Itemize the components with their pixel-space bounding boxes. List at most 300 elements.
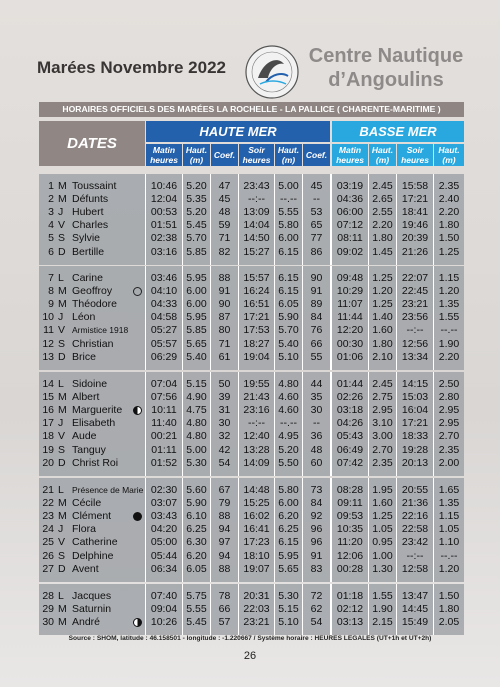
cell-bm1: 1.25: [372, 510, 393, 523]
cell-bm1: 1.25: [372, 272, 393, 284]
cell-c2: 45: [310, 180, 323, 192]
cell-c2: 53: [310, 206, 323, 219]
cell-c1: 71: [218, 232, 231, 245]
cell-b2: 23:42: [401, 536, 429, 549]
weekday-letter: V: [58, 536, 66, 549]
hm-matin-header: Matin heures: [146, 144, 182, 166]
cell-c1: 87: [218, 311, 231, 324]
cell-m2: --.--: [280, 417, 297, 430]
bm-matin-header: Matin heures: [332, 144, 368, 166]
saint-name: Marguerite: [72, 404, 123, 417]
cell-b1: 07:12: [336, 219, 364, 232]
cell-h1: 03:43: [150, 510, 178, 523]
cell-bm2: 2.05: [438, 616, 460, 629]
table-row: [39, 616, 464, 629]
bm-haut1-header: Haut. (m): [369, 144, 396, 166]
cell-m1: 6.30: [186, 536, 207, 549]
cell-c2: 35: [310, 391, 323, 404]
cell-h1: 09:04: [150, 603, 178, 616]
cell-h2: 20:31: [243, 590, 270, 602]
saint-name: Léon: [72, 311, 96, 324]
cell-b1: 09:48: [336, 272, 364, 284]
cell-c2: 86: [310, 245, 323, 258]
cell-m1: 5.95: [186, 311, 207, 324]
table-row: [39, 523, 464, 536]
cell-h1: 07:40: [150, 590, 178, 602]
saint-name: Flora: [72, 523, 96, 536]
weekday-letter: D: [58, 456, 66, 469]
cell-b2: 17:21: [401, 417, 429, 430]
cell-h1: 01:52: [150, 456, 178, 469]
cell-h1: 00:53: [150, 206, 178, 219]
cell-bm2: 1.35: [438, 298, 460, 311]
cell-bm2: 1.15: [438, 510, 460, 523]
cell-m2: 6.15: [278, 285, 299, 298]
cell-b2: 19:46: [401, 219, 429, 232]
cell-bm1: 1.60: [372, 324, 393, 337]
cell-c2: 83: [310, 562, 323, 575]
table-banner: HORAIRES OFFICIELS DES MARÉES LA ROCHELLE - LA PALLICE ( CHARENTE-MARITIME ): [39, 102, 464, 117]
cell-b1: 09:11: [337, 497, 363, 510]
table-row: [39, 180, 464, 193]
cell-h1: 05:00: [150, 536, 178, 549]
day-number: 10: [42, 311, 54, 324]
cell-b1: 01:06: [336, 350, 364, 363]
cell-b1: 04:26: [336, 417, 364, 430]
cell-h1: 06:29: [150, 350, 178, 363]
saint-name: Carine: [72, 272, 103, 284]
cell-c2: 65: [310, 219, 323, 232]
cell-m2: 5.90: [278, 311, 299, 324]
cell-bm1: 2.10: [372, 350, 393, 363]
cell-m2: 5.20: [278, 443, 299, 456]
cell-b2: 22:58: [401, 523, 429, 536]
cell-bm1: 3.00: [372, 430, 393, 443]
cell-m2: 6.05: [278, 298, 299, 311]
cell-b2: 20:39: [401, 232, 429, 245]
cell-m1: 5.70: [186, 232, 207, 245]
cell-b2: 18:33: [401, 430, 429, 443]
cell-bm2: 2.20: [438, 350, 460, 363]
weekday-letter: M: [58, 603, 67, 616]
cell-h2: 18:27: [243, 337, 270, 350]
cell-c1: 61: [218, 350, 231, 363]
cell-h1: 10:46: [150, 180, 178, 192]
day-number: 22: [42, 497, 54, 510]
cell-h1: 05:27: [150, 324, 178, 337]
cell-b2: 15:58: [401, 180, 429, 192]
cell-b2: 23:56: [401, 311, 429, 324]
cell-c2: --: [313, 193, 320, 206]
cell-m2: 5.95: [278, 549, 299, 562]
saint-name: Jacques: [72, 590, 112, 602]
weekday-letter: S: [58, 232, 66, 245]
cell-h1: 04:20: [150, 523, 178, 536]
saint-name: Christian: [72, 337, 114, 350]
cell-bm2: 2.40: [438, 193, 460, 206]
table-row: [39, 603, 464, 616]
cell-bm2: 2.80: [438, 391, 460, 404]
day-number: 17: [42, 417, 54, 430]
cell-m1: 5.85: [186, 245, 207, 258]
cell-m1: 6.25: [186, 523, 207, 536]
table-row: [39, 444, 464, 457]
weekday-letter: M: [58, 404, 67, 417]
day-number: 28: [42, 590, 54, 602]
cell-h1: 06:34: [150, 562, 178, 575]
weekday-letter: L: [58, 272, 64, 284]
cell-h1: 03:07: [150, 497, 178, 510]
cell-h2: 14:09: [243, 456, 270, 469]
weekday-letter: S: [58, 337, 66, 350]
cell-bm1: 1.80: [372, 232, 393, 245]
cell-h2: 12:40: [243, 430, 270, 443]
cell-c1: 39: [218, 391, 231, 404]
tide-block: [39, 584, 464, 635]
club-logo: [244, 44, 300, 100]
weekday-letter: J: [58, 206, 64, 219]
cell-bm1: 2.70: [372, 443, 393, 456]
cell-b2: 15:03: [401, 391, 429, 404]
table-row: [39, 590, 464, 603]
page-number: 26: [243, 650, 257, 662]
saint-name: André: [72, 616, 101, 629]
cell-c2: 76: [310, 324, 323, 337]
cell-b2: 23:21: [401, 298, 429, 311]
table-row: [39, 484, 464, 497]
cell-h1: 07:04: [150, 378, 178, 390]
day-number: 4: [48, 219, 54, 232]
cell-b2: 22:45: [401, 285, 429, 298]
cell-c1: 78: [218, 590, 231, 602]
cell-bm1: 3.10: [372, 417, 393, 430]
cell-h1: 10:26: [150, 616, 178, 629]
cell-b2: 13:34: [401, 350, 429, 363]
day-number: 6: [48, 245, 54, 258]
day-number: 24: [42, 523, 54, 536]
cell-h2: 21:43: [243, 391, 270, 404]
weekday-letter: M: [58, 497, 67, 510]
cell-b1: 12:06: [336, 549, 364, 562]
cell-m2: 5.70: [278, 324, 299, 337]
table-row: [39, 536, 464, 549]
cell-bm1: 2.55: [372, 206, 393, 219]
cell-h1: 11:40: [151, 417, 177, 430]
saint-name: Bertille: [72, 245, 105, 258]
cell-bm1: 1.45: [372, 245, 393, 258]
source-note: Source : SHOM, latitude : 46.158501 - longitude : -1.220667 / Système horaire : HEURES LEGALES (UT+1h et UT+2h): [68, 635, 432, 642]
cell-h1: 12:04: [150, 193, 178, 206]
saint-name: Avent: [72, 562, 99, 575]
cell-bm2: 2.50: [438, 378, 460, 390]
cell-m1: 5.20: [186, 206, 207, 219]
cell-b1: 01:18: [336, 590, 364, 602]
table-row: [39, 510, 464, 523]
table-row: [39, 404, 464, 417]
weekday-letter: J: [58, 311, 64, 324]
weekday-letter: M: [58, 193, 67, 206]
cell-h2: 16:51: [243, 298, 270, 311]
cell-h1: 02:30: [150, 484, 178, 496]
club-name: [300, 44, 472, 92]
cell-c1: 88: [218, 562, 231, 575]
cell-bm2: 1.15: [438, 272, 460, 284]
cell-bm1: 2.95: [372, 404, 393, 417]
cell-m2: 5.40: [278, 337, 299, 350]
cell-bm1: 1.00: [372, 549, 393, 562]
cell-bm1: 2.45: [372, 180, 393, 192]
day-number: 8: [48, 285, 54, 298]
cell-c1: 91: [218, 285, 231, 298]
cell-bm2: 1.20: [438, 285, 460, 298]
cell-bm1: 1.80: [372, 337, 393, 350]
weekday-letter: M: [58, 391, 67, 404]
cell-b1: 03:13: [336, 616, 364, 629]
weekday-letter: M: [58, 616, 67, 629]
cell-bm2: 2.00: [438, 456, 460, 469]
cell-c2: 96: [310, 536, 323, 549]
cell-c2: 66: [310, 337, 323, 350]
cell-m1: 5.40: [186, 350, 207, 363]
cell-h1: 00:21: [150, 430, 178, 443]
cell-h2: 15:25: [243, 497, 270, 510]
cell-h2: 19:55: [243, 378, 270, 390]
cell-c1: 59: [218, 219, 231, 232]
cell-bm2: 1.50: [438, 232, 460, 245]
cell-c2: 48: [310, 443, 323, 456]
cell-c2: 60: [310, 456, 323, 469]
saint-name: Delphine: [72, 549, 114, 562]
cell-m2: 4.60: [278, 391, 299, 404]
cell-m1: 4.75: [186, 404, 207, 417]
bm-haut2-header: Haut. (m): [434, 144, 464, 166]
cell-c1: 97: [218, 536, 231, 549]
day-number: 3: [48, 206, 54, 219]
cell-m1: 5.75: [186, 590, 207, 602]
cell-c1: 94: [218, 523, 231, 536]
cell-c2: 91: [310, 549, 323, 562]
cell-b2: 19:28: [401, 443, 429, 456]
cell-bm2: 1.05: [438, 523, 460, 536]
table-row: [39, 298, 464, 311]
table-row: [39, 430, 464, 443]
cell-bm1: 0.95: [372, 536, 393, 549]
cell-h2: 16:41: [243, 523, 270, 536]
cell-h1: 01:11: [151, 443, 177, 456]
table-row: [39, 378, 464, 391]
cell-c2: 72: [310, 590, 323, 602]
cell-b2: 17:21: [401, 193, 429, 206]
cell-m1: 4.80: [186, 430, 207, 443]
cell-bm2: 1.65: [438, 484, 460, 496]
day-number: 21: [42, 484, 54, 496]
cell-b1: 07:42: [336, 456, 364, 469]
cell-bm1: 1.20: [372, 285, 393, 298]
cell-h1: 01:51: [150, 219, 178, 232]
day-number: 18: [42, 430, 54, 443]
tide-block: [39, 174, 464, 265]
cell-bm2: 1.20: [438, 562, 460, 575]
cell-m1: 5.35: [186, 193, 207, 206]
cell-h2: --:--: [248, 193, 265, 206]
day-number: 27: [42, 562, 54, 575]
cell-bm1: 2.20: [372, 219, 393, 232]
cell-m1: 6.05: [186, 562, 207, 575]
cell-b2: 15:49: [401, 616, 429, 629]
cell-c1: 42: [218, 443, 231, 456]
cell-m1: 6.00: [186, 298, 207, 311]
cell-b1: 02:12: [336, 603, 364, 616]
cell-m2: 5.50: [278, 456, 299, 469]
cell-m1: 5.20: [186, 180, 207, 192]
weekday-letter: S: [58, 443, 66, 456]
day-number: 23: [42, 510, 54, 523]
day-number: 2: [48, 193, 54, 206]
cell-bm2: 2.20: [438, 206, 460, 219]
cell-m1: 6.10: [186, 510, 207, 523]
cell-bm2: --.--: [440, 324, 458, 337]
cell-b1: 09:53: [336, 510, 364, 523]
saint-name: Défunts: [72, 193, 109, 206]
cell-c1: 48: [218, 206, 231, 219]
page-title: Marées Novembre 2022: [37, 58, 227, 77]
day-number: 16: [42, 404, 54, 417]
weekday-letter: S: [58, 549, 66, 562]
cell-b1: 00:30: [336, 337, 364, 350]
weekday-letter: M: [58, 298, 67, 311]
day-number: 9: [48, 298, 54, 311]
cell-m1: 5.45: [186, 219, 207, 232]
cell-h2: --:--: [248, 417, 265, 430]
cell-bm2: 1.25: [438, 245, 460, 258]
cell-bm1: 1.60: [372, 497, 393, 510]
day-number: 15: [42, 391, 54, 404]
cell-b1: 04:36: [336, 193, 364, 206]
saint-name: Tanguy: [72, 443, 106, 456]
cell-m2: 4.95: [278, 430, 299, 443]
cell-h1: 05:57: [150, 337, 178, 350]
cell-c2: 92: [310, 510, 323, 523]
cell-m2: 4.60: [278, 404, 299, 417]
cell-b2: 21:26: [401, 245, 429, 258]
cell-m1: 5.95: [186, 272, 207, 284]
weekday-letter: D: [58, 350, 66, 363]
cell-bm2: --.--: [440, 549, 458, 562]
cell-bm1: 2.75: [372, 391, 393, 404]
weekday-letter: M: [58, 180, 67, 192]
day-number: 7: [48, 272, 54, 284]
cell-b2: 20:55: [401, 484, 429, 496]
cell-bm2: 2.95: [438, 417, 460, 430]
cell-m1: 6.20: [186, 549, 207, 562]
cell-bm1: 1.05: [372, 523, 393, 536]
saint-name: Albert: [72, 391, 100, 404]
table-row: [39, 497, 464, 510]
saint-name: Toussaint: [72, 180, 117, 192]
day-number: 11: [43, 324, 54, 337]
saint-name: Geoffroy: [72, 285, 113, 298]
day-number: 5: [48, 232, 54, 245]
weekday-letter: V: [58, 219, 66, 232]
cell-h1: 07:56: [150, 391, 178, 404]
cell-h2: 14:50: [243, 232, 270, 245]
cell-bm2: 1.80: [438, 219, 460, 232]
cell-c2: 55: [310, 350, 323, 363]
cell-c2: 73: [310, 484, 323, 496]
bm-soir-header: Soir heures: [397, 144, 433, 166]
day-number: 1: [48, 180, 54, 192]
cell-c1: 32: [218, 430, 231, 443]
cell-h1: 05:44: [150, 549, 178, 562]
cell-bm2: 1.80: [438, 603, 460, 616]
weekday-letter: J: [58, 417, 64, 430]
table-row: [39, 457, 464, 470]
cell-c1: 30: [218, 417, 231, 430]
cell-c1: 31: [218, 404, 231, 417]
table-row: [39, 219, 464, 232]
cell-bm1: 1.95: [372, 484, 393, 496]
cell-b2: 18:41: [401, 206, 429, 219]
cell-c1: 79: [218, 497, 231, 510]
cell-c2: 91: [310, 285, 323, 298]
club-name-line2: d’Angoulins: [328, 69, 444, 91]
day-number: 29: [42, 603, 54, 616]
cell-m2: 6.15: [278, 536, 299, 549]
cell-b1: 08:11: [337, 232, 363, 245]
cell-b2: 12:56: [401, 337, 429, 350]
cell-c1: 94: [218, 549, 231, 562]
cell-c2: 77: [310, 232, 323, 245]
weekday-letter: V: [58, 430, 66, 443]
cell-b1: 11:44: [337, 311, 363, 324]
weekday-letter: D: [58, 562, 66, 575]
table-row: [39, 550, 464, 563]
cell-bm1: 2.65: [372, 193, 393, 206]
cell-h2: 16:24: [243, 285, 270, 298]
cell-m2: 5.80: [278, 484, 299, 496]
cell-c2: 36: [310, 430, 323, 443]
cell-h2: 15:57: [243, 272, 270, 284]
tide-block: [39, 478, 464, 582]
cell-m1: 5.55: [186, 603, 207, 616]
weekday-letter: V: [58, 324, 66, 337]
hm-soir-header: Soir heures: [239, 144, 274, 166]
hm-haut2-header: Haut. (m): [275, 144, 302, 166]
cell-bm1: 2.35: [372, 456, 393, 469]
cell-h1: 03:16: [150, 245, 178, 258]
cell-c2: 62: [310, 603, 323, 616]
cell-b1: 09:02: [336, 245, 364, 258]
cell-bm1: 1.40: [372, 311, 393, 324]
cell-b1: 02:26: [336, 391, 364, 404]
cell-h1: 04:58: [150, 311, 178, 324]
cell-b2: 20:13: [401, 456, 429, 469]
table-row: [39, 285, 464, 298]
saint-name: Brice: [72, 350, 96, 363]
cell-bm2: 2.35: [438, 180, 460, 192]
table-row: [39, 311, 464, 324]
cell-m1: 5.15: [186, 378, 207, 390]
cell-c1: 45: [218, 193, 231, 206]
saint-name: Christ Roi: [72, 456, 119, 469]
cell-b1: 05:43: [336, 430, 364, 443]
day-number: 13: [42, 350, 54, 363]
cell-b1: 12:20: [336, 324, 364, 337]
cell-m1: 5.85: [186, 324, 207, 337]
weekday-letter: D: [58, 245, 66, 258]
cell-bm2: 2.70: [438, 430, 460, 443]
cell-h2: 14:48: [243, 484, 270, 496]
